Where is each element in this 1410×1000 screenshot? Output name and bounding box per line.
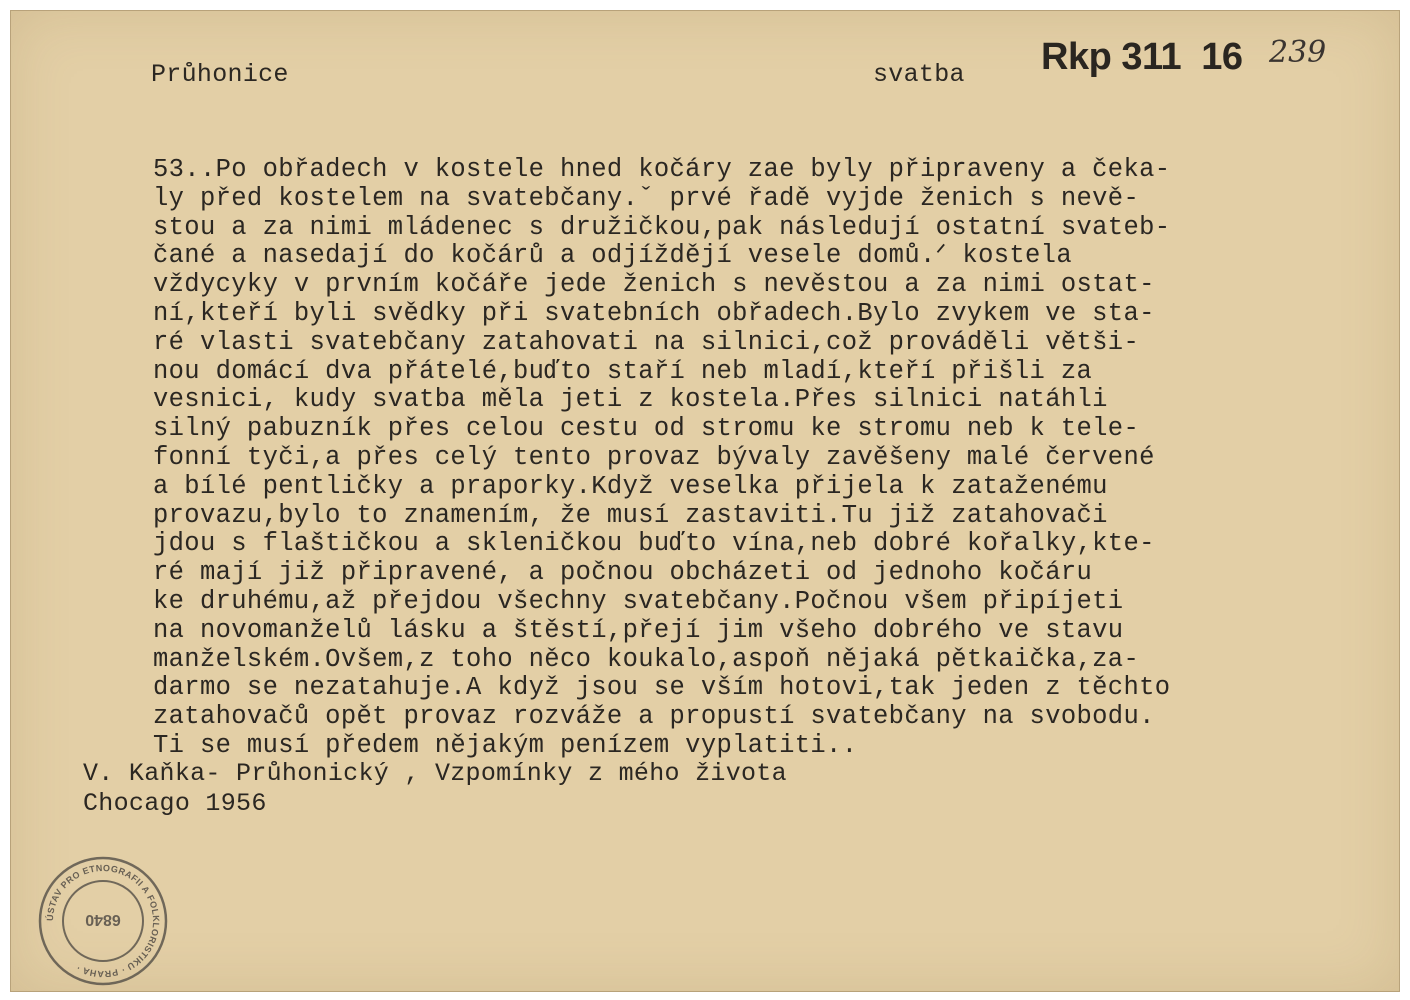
source-citation: V. Kaňka- Průhonický , Vzpomínky z mého života <box>83 759 787 788</box>
text-line: darmo se nezatahuje.A když jsou se vším hotovi,tak jeden z těchto <box>153 673 1171 703</box>
text-line: na novomanželů lásku a štěstí,přejí jim všeho dobrého ve stavu <box>153 615 1124 645</box>
text-line: nou domácí dva přátelé,buďto staří neb mladí,kteří přišli za <box>153 356 1093 386</box>
text-line: stou a za nimi mládenec s družičkou,pak následují ostatní svateb- <box>153 212 1171 242</box>
text-line: manželském.Ovšem,z toho něco koukalo,aspoň nějaká pětkaička,za- <box>153 644 1140 674</box>
text-line: silný pabuzník přes celou cestu od stromu ke stromu neb k tele- <box>153 414 1140 444</box>
text-line: ly před kostelem na svatebčany.ˇ prvé řadě vyjde ženich s nevě- <box>153 183 1140 213</box>
text-line: ní,kteří byli svědky při svatebních obřadech.Bylo zvykem ve sta- <box>153 298 1155 328</box>
text-line: Ti se musí předem nějakým penízem vyplatiti.. <box>153 730 858 760</box>
source-place-year: Chocago 1956 <box>83 789 267 818</box>
text-line: čané a nasedají do kočárů a odjíždějí vesele domů.ᐟ kostela <box>153 241 1072 271</box>
institute-stamp <box>33 851 173 991</box>
stamp-number: 6840 <box>85 911 121 928</box>
text-line: zatahovačů opět provaz rozváže a propustí svatebčany na svobodu. <box>153 702 1155 732</box>
text-line: fonní tyči,a přes celý tento provaz bývaly zavěšeny malé červené <box>153 442 1155 472</box>
text-line: vesnici, kudy svatba měla jeti z kostela.Přes silnici natáhli <box>153 385 1108 415</box>
text-line: 53..Po obřadech v kostele hned kočáry zae byly připraveny a čeka- <box>153 155 1171 184</box>
text-line: a bílé pentličky a praporky.Když veselka přijela k zataženému <box>153 471 1108 501</box>
text-line: provazu,bylo to znamením, že musí zastaviti.Tu již zatahovači <box>153 500 1108 530</box>
text-line: jdou s flaštičkou a skleničkou buďto vína,neb dobré kořalky,kte- <box>153 529 1155 559</box>
text-line: ré mají již připravené, a počnou obcházeti od jednoho kočáru <box>153 558 1093 588</box>
text-line: vždycyky v prvním kočáře jede ženich s nevěstou a za nimi ostat- <box>153 270 1155 300</box>
place-heading: Průhonice <box>151 60 289 89</box>
archive-signature: Rkp 311 16 <box>1041 36 1243 78</box>
handwritten-number: 239 <box>1269 35 1327 70</box>
topic-heading: svatba <box>873 60 965 89</box>
stamp-ring-text: ÚSTAV PRO ETNOGRAFII A FOLKLORISTIKU · PRAHA · <box>44 862 162 980</box>
text-line: ke druhému,až přejdou všechny svatebčany.Počnou všem připíjeti <box>153 586 1124 616</box>
body-text <box>153 156 1313 761</box>
archive-card <box>10 10 1400 992</box>
text-line: ré vlasti svatebčany zatahovati na silnici,což prováděli větši- <box>153 327 1140 357</box>
